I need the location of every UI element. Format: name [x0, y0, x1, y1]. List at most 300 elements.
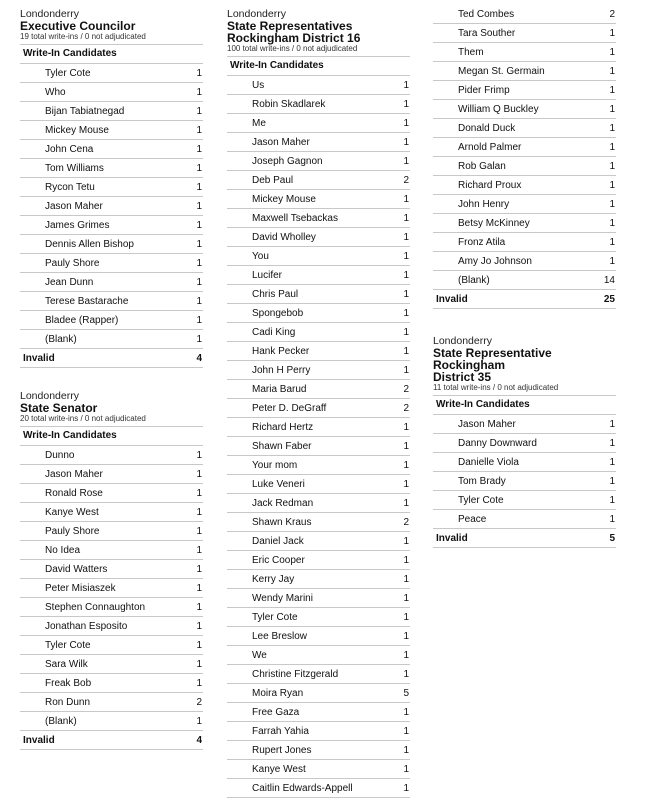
contest-title: District 35	[433, 370, 492, 384]
candidate-count: 1	[403, 251, 409, 262]
contest-title: State Senator	[20, 401, 98, 415]
candidate-row	[20, 83, 203, 102]
candidate-row	[227, 247, 410, 266]
candidate-row	[433, 491, 616, 510]
candidate-count: 1	[403, 498, 409, 509]
candidate-name: Tyler Cote	[458, 495, 504, 506]
candidate-name: John H Perry	[252, 365, 311, 376]
candidate-name: Tom Williams	[45, 163, 104, 174]
candidate-name: Dennis Allen Bishop	[45, 239, 134, 250]
candidate-count: 1	[196, 334, 202, 345]
invalid-label: Invalid	[436, 533, 468, 544]
candidate-row	[20, 598, 203, 617]
candidate-name: Danielle Viola	[458, 457, 519, 468]
candidate-name: Bladee (Rapper)	[45, 315, 119, 326]
write-in-candidates-header: Write-In Candidates	[20, 427, 203, 446]
candidate-count: 1	[403, 365, 409, 376]
candidate-count: 1	[403, 194, 409, 205]
candidate-name: David Wholley	[252, 232, 316, 243]
candidate-row	[227, 380, 410, 399]
invalid-label: Invalid	[436, 294, 468, 305]
candidate-name: Richard Proux	[458, 180, 522, 191]
column-3	[433, 5, 616, 309]
candidate-name: Tyler Cote	[252, 612, 298, 623]
candidate-row	[433, 138, 616, 157]
candidate-row	[20, 503, 203, 522]
candidate-count: 1	[609, 419, 615, 430]
candidate-name: Pauly Shore	[45, 258, 100, 269]
candidate-name: Rycon Tetu	[45, 182, 95, 193]
candidate-name: Maxwell Tsebackas	[252, 213, 338, 224]
invalid-label: Invalid	[23, 735, 55, 746]
candidate-name: John Cena	[45, 144, 94, 155]
candidate-row	[227, 608, 410, 627]
candidate-row	[227, 209, 410, 228]
candidate-name: Free Gaza	[252, 707, 300, 718]
candidate-count: 2	[403, 175, 409, 186]
candidate-name: Your mom	[252, 460, 298, 471]
contest-location: Londonderry	[20, 8, 79, 20]
candidate-count: 2	[609, 9, 615, 20]
candidate-row	[20, 579, 203, 598]
candidate-row	[433, 43, 616, 62]
candidate-row	[227, 323, 410, 342]
candidate-name: Terese Bastarache	[45, 296, 129, 307]
candidate-count: 1	[403, 156, 409, 167]
candidate-row	[227, 266, 410, 285]
candidate-name: Bijan Tabiatnegad	[45, 106, 125, 117]
invalid-count: 4	[196, 353, 202, 364]
candidate-row	[227, 76, 410, 95]
candidate-count: 1	[196, 201, 202, 212]
candidate-name: Jason Maher	[45, 201, 103, 212]
candidate-count: 1	[196, 277, 202, 288]
candidate-count: 1	[609, 218, 615, 229]
contest-title: Executive Councilor	[20, 19, 136, 33]
candidate-row	[20, 254, 203, 273]
candidate-count: 1	[196, 68, 202, 79]
candidate-row	[227, 494, 410, 513]
candidate-row	[433, 252, 616, 271]
candidate-row	[227, 551, 410, 570]
column-1	[20, 9, 203, 368]
candidate-name: Joseph Gagnon	[252, 156, 323, 167]
candidate-name: Spongebob	[252, 308, 304, 319]
candidate-count: 1	[609, 47, 615, 58]
candidate-count: 1	[196, 144, 202, 155]
candidate-count: 1	[609, 161, 615, 172]
contest-state-rep-district-16-continued	[433, 5, 616, 309]
candidate-name: Danny Downward	[458, 438, 537, 449]
candidate-name: Arnold Palmer	[458, 142, 522, 153]
invalid-count: 5	[609, 533, 615, 544]
candidate-row	[227, 722, 410, 741]
candidate-name: Stephen Connaughton	[45, 602, 146, 613]
candidate-row	[433, 233, 616, 252]
candidate-count: 1	[196, 659, 202, 670]
candidate-count: 1	[196, 220, 202, 231]
candidate-name: Lee Breslow	[252, 631, 308, 642]
candidate-row	[227, 133, 410, 152]
candidate-count: 1	[196, 526, 202, 537]
candidate-name: Wendy Marini	[252, 593, 313, 604]
write-in-candidates-header: Write-In Candidates	[227, 57, 410, 76]
candidate-row	[20, 446, 203, 465]
candidate-row	[20, 235, 203, 254]
candidate-name: Tyler Cote	[45, 68, 91, 79]
candidate-row	[227, 171, 410, 190]
column-1-lower	[20, 391, 203, 750]
candidate-count: 1	[196, 239, 202, 250]
candidate-count: 1	[403, 669, 409, 680]
candidate-row	[433, 434, 616, 453]
candidate-row	[433, 472, 616, 491]
candidate-count: 1	[196, 678, 202, 689]
candidate-name: Dunno	[45, 450, 75, 461]
candidate-count: 1	[403, 422, 409, 433]
candidate-row	[227, 437, 410, 456]
candidate-row	[227, 228, 410, 247]
contest-title: State Representatives	[227, 19, 353, 33]
candidate-count: 1	[196, 507, 202, 518]
candidate-row	[227, 361, 410, 380]
candidate-row	[20, 465, 203, 484]
candidate-name: Richard Hertz	[252, 422, 314, 433]
candidate-name: Cadi King	[252, 327, 296, 338]
contest-executive-councilor	[20, 9, 203, 368]
contest-title: State Representative Rockingham	[433, 346, 552, 372]
candidate-count: 1	[609, 199, 615, 210]
candidate-row	[433, 62, 616, 81]
candidate-name: Robin Skadlarek	[252, 99, 326, 110]
candidate-name: Peace	[458, 514, 487, 525]
candidate-row	[227, 475, 410, 494]
candidate-name: Caitlin Edwards-Appell	[252, 783, 353, 794]
candidate-row	[433, 81, 616, 100]
contest-location: Londonderry	[227, 8, 286, 20]
candidate-count: 1	[196, 564, 202, 575]
candidate-row	[227, 152, 410, 171]
candidate-name: (Blank)	[45, 716, 77, 727]
candidate-row	[227, 190, 410, 209]
candidate-row	[227, 627, 410, 646]
candidate-name: We	[252, 650, 267, 661]
candidate-row	[433, 157, 616, 176]
candidate-row	[433, 5, 616, 24]
candidate-name: Lucifer	[252, 270, 283, 281]
candidate-count: 1	[403, 441, 409, 452]
candidate-count: 1	[403, 327, 409, 338]
candidate-row	[227, 684, 410, 703]
candidate-count: 1	[403, 631, 409, 642]
candidate-name: Christine Fitzgerald	[252, 669, 339, 680]
candidate-name: James Grimes	[45, 220, 110, 231]
candidate-name: Moira Ryan	[252, 688, 304, 699]
candidate-name: Rupert Jones	[252, 745, 312, 756]
candidate-name: No Idea	[45, 545, 81, 556]
candidate-count: 1	[196, 621, 202, 632]
candidate-count: 1	[403, 118, 409, 129]
contest-state-rep-district-16	[227, 9, 410, 798]
column-3-lower	[433, 336, 616, 548]
candidate-count: 2	[403, 384, 409, 395]
candidate-count: 1	[196, 583, 202, 594]
invalid-row	[433, 529, 616, 548]
invalid-count: 4	[196, 735, 202, 746]
candidate-count: 1	[609, 495, 615, 506]
candidate-count: 1	[403, 289, 409, 300]
candidate-row	[433, 271, 616, 290]
candidate-row	[20, 140, 203, 159]
candidate-count: 1	[403, 555, 409, 566]
candidate-count: 1	[609, 237, 615, 248]
candidate-count: 1	[403, 783, 409, 794]
invalid-label: Invalid	[23, 353, 55, 364]
candidate-count: 1	[196, 163, 202, 174]
invalid-row	[20, 731, 203, 750]
candidate-count: 1	[196, 296, 202, 307]
candidate-row	[20, 636, 203, 655]
candidate-name: Kanye West	[45, 507, 99, 518]
candidate-name: You	[252, 251, 269, 262]
candidate-row	[227, 532, 410, 551]
candidate-row	[20, 121, 203, 140]
candidate-name: William Q Buckley	[458, 104, 539, 115]
candidate-name: (Blank)	[45, 334, 77, 345]
candidate-name: Shawn Faber	[252, 441, 312, 452]
candidate-count: 1	[196, 450, 202, 461]
candidate-row	[433, 100, 616, 119]
candidate-name: Tom Brady	[458, 476, 506, 487]
candidate-row	[20, 541, 203, 560]
candidate-name: Tyler Cote	[45, 640, 91, 651]
contest-summary: 20 total write-ins / 0 not adjudicated	[20, 414, 203, 427]
candidate-name: Rob Galan	[458, 161, 506, 172]
candidate-row	[20, 674, 203, 693]
candidate-row	[433, 214, 616, 233]
candidate-name: Luke Veneri	[252, 479, 305, 490]
invalid-row	[433, 290, 616, 309]
candidate-name: Jonathan Esposito	[45, 621, 128, 632]
candidate-name: Mickey Mouse	[252, 194, 316, 205]
candidate-row	[20, 693, 203, 712]
candidate-count: 1	[609, 476, 615, 487]
candidate-count: 2	[403, 403, 409, 414]
candidate-count: 1	[609, 438, 615, 449]
candidate-name: Donald Duck	[458, 123, 516, 134]
candidate-count: 1	[609, 66, 615, 77]
candidate-count: 1	[196, 488, 202, 499]
candidate-row	[227, 646, 410, 665]
candidate-name: Betsy McKinney	[458, 218, 530, 229]
candidate-name: Deb Paul	[252, 175, 294, 186]
candidate-name: Eric Cooper	[252, 555, 305, 566]
candidate-count: 1	[403, 536, 409, 547]
write-in-candidates-header: Write-In Candidates	[433, 396, 616, 415]
candidate-row	[227, 285, 410, 304]
contest-summary: 11 total write-ins / 0 not adjudicated	[433, 383, 616, 396]
candidate-name: Peter Misiaszek	[45, 583, 116, 594]
candidate-row	[20, 484, 203, 503]
candidate-row	[20, 655, 203, 674]
candidate-row	[20, 178, 203, 197]
candidate-count: 1	[196, 640, 202, 651]
candidate-name: Chris Paul	[252, 289, 299, 300]
candidate-count: 1	[403, 764, 409, 775]
candidate-count: 1	[403, 707, 409, 718]
write-in-candidates-header: Write-In Candidates	[20, 45, 203, 64]
candidate-count: 1	[403, 346, 409, 357]
candidate-row	[227, 760, 410, 779]
candidate-row	[433, 453, 616, 472]
candidate-count: 1	[609, 514, 615, 525]
candidate-name: Who	[45, 87, 66, 98]
candidate-count: 1	[403, 460, 409, 471]
candidate-count: 1	[403, 213, 409, 224]
candidate-name: David Watters	[45, 564, 108, 575]
candidate-count: 1	[196, 125, 202, 136]
candidate-row	[227, 399, 410, 418]
candidate-count: 1	[403, 574, 409, 585]
candidate-name: Jack Redman	[252, 498, 314, 509]
candidate-row	[433, 24, 616, 43]
candidate-row	[20, 159, 203, 178]
candidate-name: Jason Maher	[458, 419, 516, 430]
candidate-count: 2	[403, 517, 409, 528]
candidate-row	[227, 779, 410, 798]
candidate-count: 1	[609, 180, 615, 191]
candidate-name: Them	[458, 47, 484, 58]
candidate-row	[227, 342, 410, 361]
candidate-row	[227, 665, 410, 684]
candidate-name: Ron Dunn	[45, 697, 91, 708]
candidate-name: Farrah Yahia	[252, 726, 309, 737]
candidate-count: 1	[403, 270, 409, 281]
candidate-count: 1	[196, 258, 202, 269]
candidate-count: 1	[196, 106, 202, 117]
candidate-count: 1	[403, 593, 409, 604]
candidate-name: Kanye West	[252, 764, 306, 775]
candidate-count: 1	[609, 142, 615, 153]
contest-location: Londonderry	[433, 335, 492, 347]
candidate-count: 1	[196, 87, 202, 98]
candidate-count: 1	[403, 137, 409, 148]
invalid-count: 25	[603, 294, 615, 305]
column-2	[227, 9, 410, 798]
candidate-count: 1	[609, 256, 615, 267]
candidate-name: Fronz Atila	[458, 237, 506, 248]
candidate-name: Ronald Rose	[45, 488, 103, 499]
candidate-row	[20, 560, 203, 579]
candidate-row	[20, 330, 203, 349]
candidate-name: Pauly Shore	[45, 526, 100, 537]
candidate-row	[433, 510, 616, 529]
candidate-name: Sara Wilk	[45, 659, 88, 670]
candidate-name: Freak Bob	[45, 678, 92, 689]
candidate-row	[433, 195, 616, 214]
candidate-count: 1	[403, 650, 409, 661]
candidate-count: 14	[603, 275, 615, 286]
candidate-count: 1	[403, 232, 409, 243]
candidate-row	[20, 311, 203, 330]
candidate-count: 1	[609, 104, 615, 115]
candidate-count: 2	[196, 697, 202, 708]
candidate-name: Shawn Kraus	[252, 517, 312, 528]
invalid-row	[20, 349, 203, 368]
candidate-row	[433, 119, 616, 138]
contest-summary: 100 total write-ins / 0 not adjudicated	[227, 44, 410, 57]
candidate-row	[227, 703, 410, 722]
candidate-count: 1	[403, 80, 409, 91]
candidate-count: 1	[609, 28, 615, 39]
candidate-count: 1	[403, 308, 409, 319]
candidate-row	[20, 617, 203, 636]
contest-state-rep-district-35	[433, 336, 616, 548]
candidate-row	[227, 513, 410, 532]
contest-location: Londonderry	[20, 390, 79, 402]
candidate-count: 1	[403, 612, 409, 623]
candidate-name: Amy Jo Johnson	[458, 256, 532, 267]
candidate-count: 1	[609, 123, 615, 134]
candidate-row	[20, 216, 203, 235]
candidate-name: Ted Combes	[458, 9, 515, 20]
candidate-count: 1	[196, 315, 202, 326]
candidate-name: Daniel Jack	[252, 536, 304, 547]
candidate-row	[227, 741, 410, 760]
candidate-row	[433, 176, 616, 195]
candidate-count: 1	[609, 457, 615, 468]
candidate-row	[20, 102, 203, 121]
candidate-count: 1	[196, 182, 202, 193]
candidate-row	[20, 64, 203, 83]
candidate-count: 1	[403, 726, 409, 737]
candidate-name: Kerry Jay	[252, 574, 295, 585]
candidate-count: 1	[196, 602, 202, 613]
candidate-count: 1	[196, 469, 202, 480]
candidate-name: Hank Pecker	[252, 346, 310, 357]
candidate-row	[227, 95, 410, 114]
candidate-name: Jean Dunn	[45, 277, 94, 288]
contest-state-senator	[20, 391, 203, 750]
candidate-row	[227, 304, 410, 323]
candidate-name: John Henry	[458, 199, 510, 210]
contest-summary: 19 total write-ins / 0 not adjudicated	[20, 32, 203, 45]
candidate-row	[227, 570, 410, 589]
candidate-row	[227, 114, 410, 133]
candidate-name: Tara Souther	[458, 28, 516, 39]
candidate-name: Us	[252, 80, 265, 91]
candidate-row	[227, 456, 410, 475]
candidate-row	[20, 522, 203, 541]
contest-title: Rockingham District 16	[227, 31, 361, 45]
candidate-name: Megan St. Germain	[458, 66, 545, 77]
candidate-row	[20, 712, 203, 731]
candidate-name: Maria Barud	[252, 384, 307, 395]
candidate-name: Jason Maher	[45, 469, 103, 480]
candidate-row	[20, 273, 203, 292]
candidate-count: 1	[403, 99, 409, 110]
candidate-count: 1	[196, 716, 202, 727]
candidate-name: Me	[252, 118, 266, 129]
candidate-count: 1	[403, 745, 409, 756]
candidate-count: 1	[609, 85, 615, 96]
candidate-row	[20, 292, 203, 311]
candidate-name: Mickey Mouse	[45, 125, 109, 136]
candidate-name: (Blank)	[458, 275, 490, 286]
candidate-count: 1	[403, 479, 409, 490]
candidate-name: Peter D. DeGraff	[252, 403, 327, 414]
candidate-name: Pider Frimp	[458, 85, 510, 96]
